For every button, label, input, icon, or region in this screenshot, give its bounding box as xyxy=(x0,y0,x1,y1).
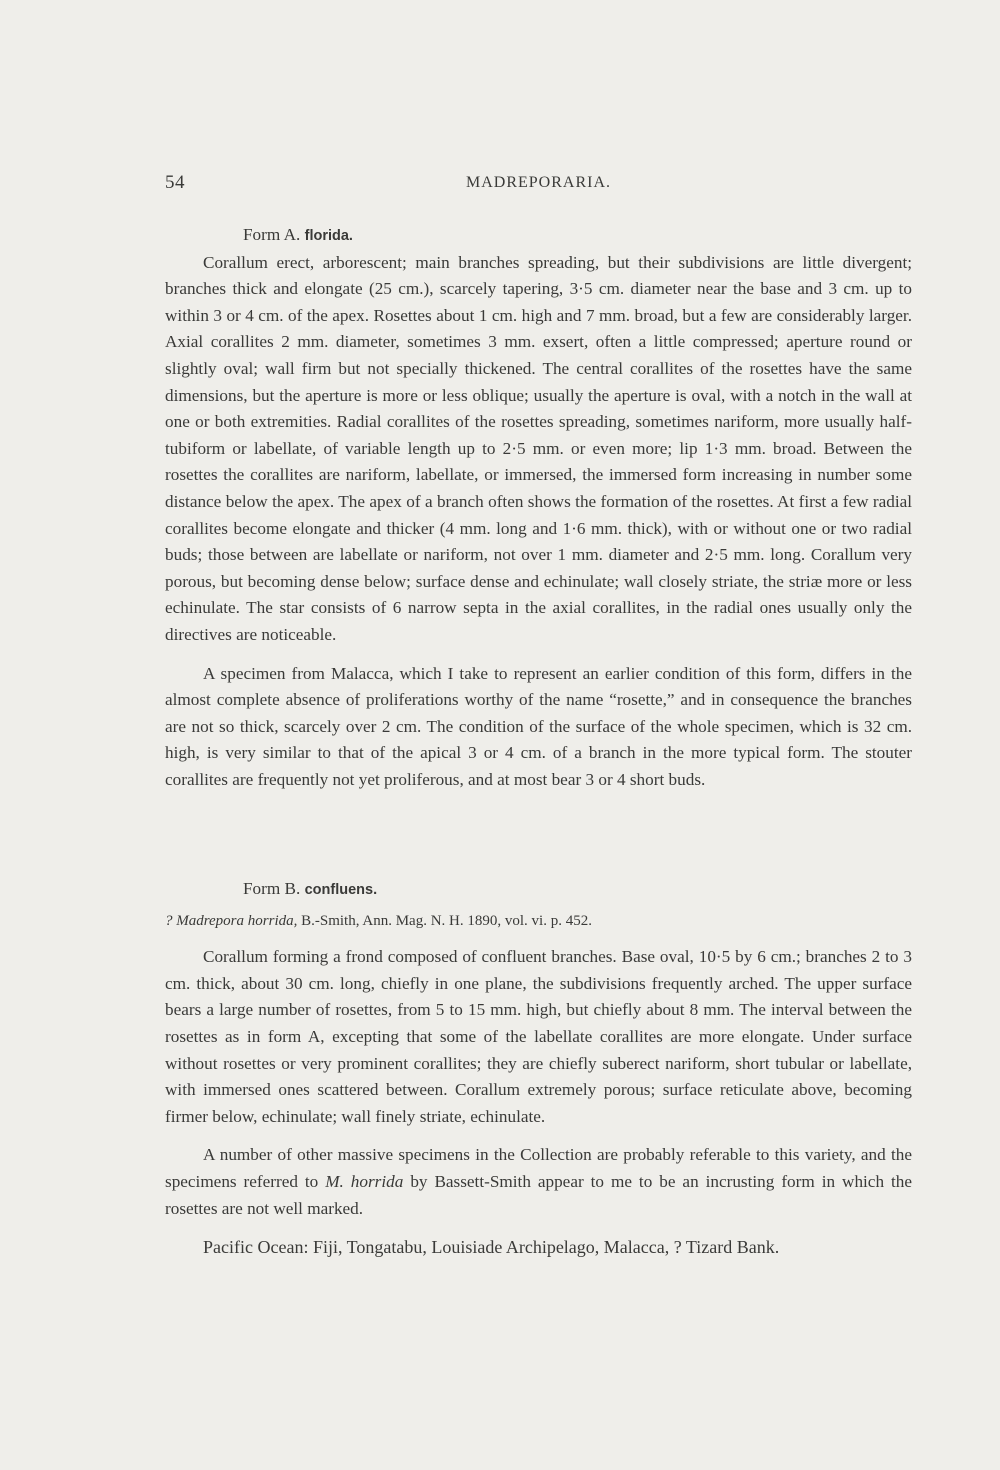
running-title: MADREPORARIA. xyxy=(465,174,611,191)
form-a-heading-name: florida. xyxy=(304,228,353,244)
running-head xyxy=(165,172,912,198)
form-a-heading-prefix: Form A. xyxy=(243,225,301,244)
form-a-description: Corallum erect, arborescent; main branches spreading, but their subdivisions are little divergent; branches thick and elongate (25 cm.), scarcely tapering, 3·5 cm. diameter near the base and 3 cm. up to within 3 or 4 cm. of the apex. Rosettes about 1 cm. high and 7 mm. broad, but a few are considerably larger. Axial corallites 2 mm. diameter, sometimes 3 mm. exsert, often a little compressed; aperture round or slightly oval; wall firm but not specially thickened. The central corallites of the rosettes have the same dimensions, but the aperture is more or less oblique; usually the aperture is oval, with a notch in the wall at one or both extremities. Radial corallites of the rosettes spreading, sometimes nariform, more usually half-tubiform or labellate, of variable length up to 2·5 mm. or even more; lip 1·3 mm. broad. Between the rosettes the corallites are nariform, labellate, or immersed, the immersed form increasing in number some distance below the apex. The apex of a branch often shows the formation of the rosettes. At first a few radial corallites become elongate and thicker (4 mm. long and 1·6 mm. thick), with or without one or two radial buds; those between are labellate or nariform, not over 1 mm. diameter and 2·5 mm. long. Corallum very porous, but becoming dense below; surface dense and echinulate; wall closely striate, the striæ more or less echinulate. The star consists of 6 narrow septa in the axial corallites, in the radial ones usually only the directives are noticeable. xyxy=(165,252,912,644)
form-b-heading xyxy=(165,876,912,904)
form-b-remarks-end: by Bassett-Smith appear to me to be an incrusting form in which the rosettes are not well marked. xyxy=(165,1171,912,1218)
form-b-remarks-start: A number of other massive specimens in the Collection are probably referable to this variety, and the specimens referred to xyxy=(165,1145,912,1191)
form-b-section xyxy=(165,876,912,1261)
form-b-remarks xyxy=(165,1142,912,1222)
page-number: 54 xyxy=(165,172,185,193)
form-b-description: Corallum forming a frond composed of confluent branches. Base oval, 10·5 by 6 cm.; branches 2 to 3 cm. thick, about 30 cm. long, chiefly in one plane, the subdivisions frequently arched. The upper surface bears a large number of rosettes, from 5 to 15 mm. high, but chiefly about 8 mm. The interval between the rosettes as in form A, excepting that some of the labellate corallites are more elongate. Under surface without rosettes or very prominent corallites; they are chiefly suberect nariform, short tubular or labellate, with immersed ones scattered between. Corallum extremely porous; surface reticulate above, becoming firmer below, echinulate; wall finely striate, echinulate. xyxy=(165,947,912,1126)
synonym-species: ? Madrepora horrida, xyxy=(165,912,298,929)
synonym-reference: B.-Smith, Ann. Mag. N. H. 1890, vol. vi. p. 452. xyxy=(301,912,592,929)
form-b-remarks-species: M. horrida xyxy=(325,1171,404,1191)
form-b-locality: Pacific Ocean: Fiji, Tongatabu, Louisiade Archipelago, Malacca, ? Tizard Bank. xyxy=(203,1237,780,1258)
form-a-malacca-note: A specimen from Malacca, which I take to represent an earlier condition of this form, differs in the almost complete absence of proliferations worthy of the name “rosette,” and in consequence the branches are not so thick, scarcely over 2 cm. The condition of the surface of the whole specimen, which is 32 cm. high, is very similar to that of the apical 3 or 4 cm. of a branch in the more typical form. The stouter corallites are frequently not yet proliferous, and at most bear 3 or 4 short buds. xyxy=(165,663,912,789)
form-b-heading-prefix: Form B. xyxy=(243,879,301,898)
form-b-synonym xyxy=(165,908,912,935)
form-a-heading xyxy=(165,222,912,250)
form-b-heading-name: confluens. xyxy=(304,882,378,898)
form-a-section xyxy=(165,222,912,793)
